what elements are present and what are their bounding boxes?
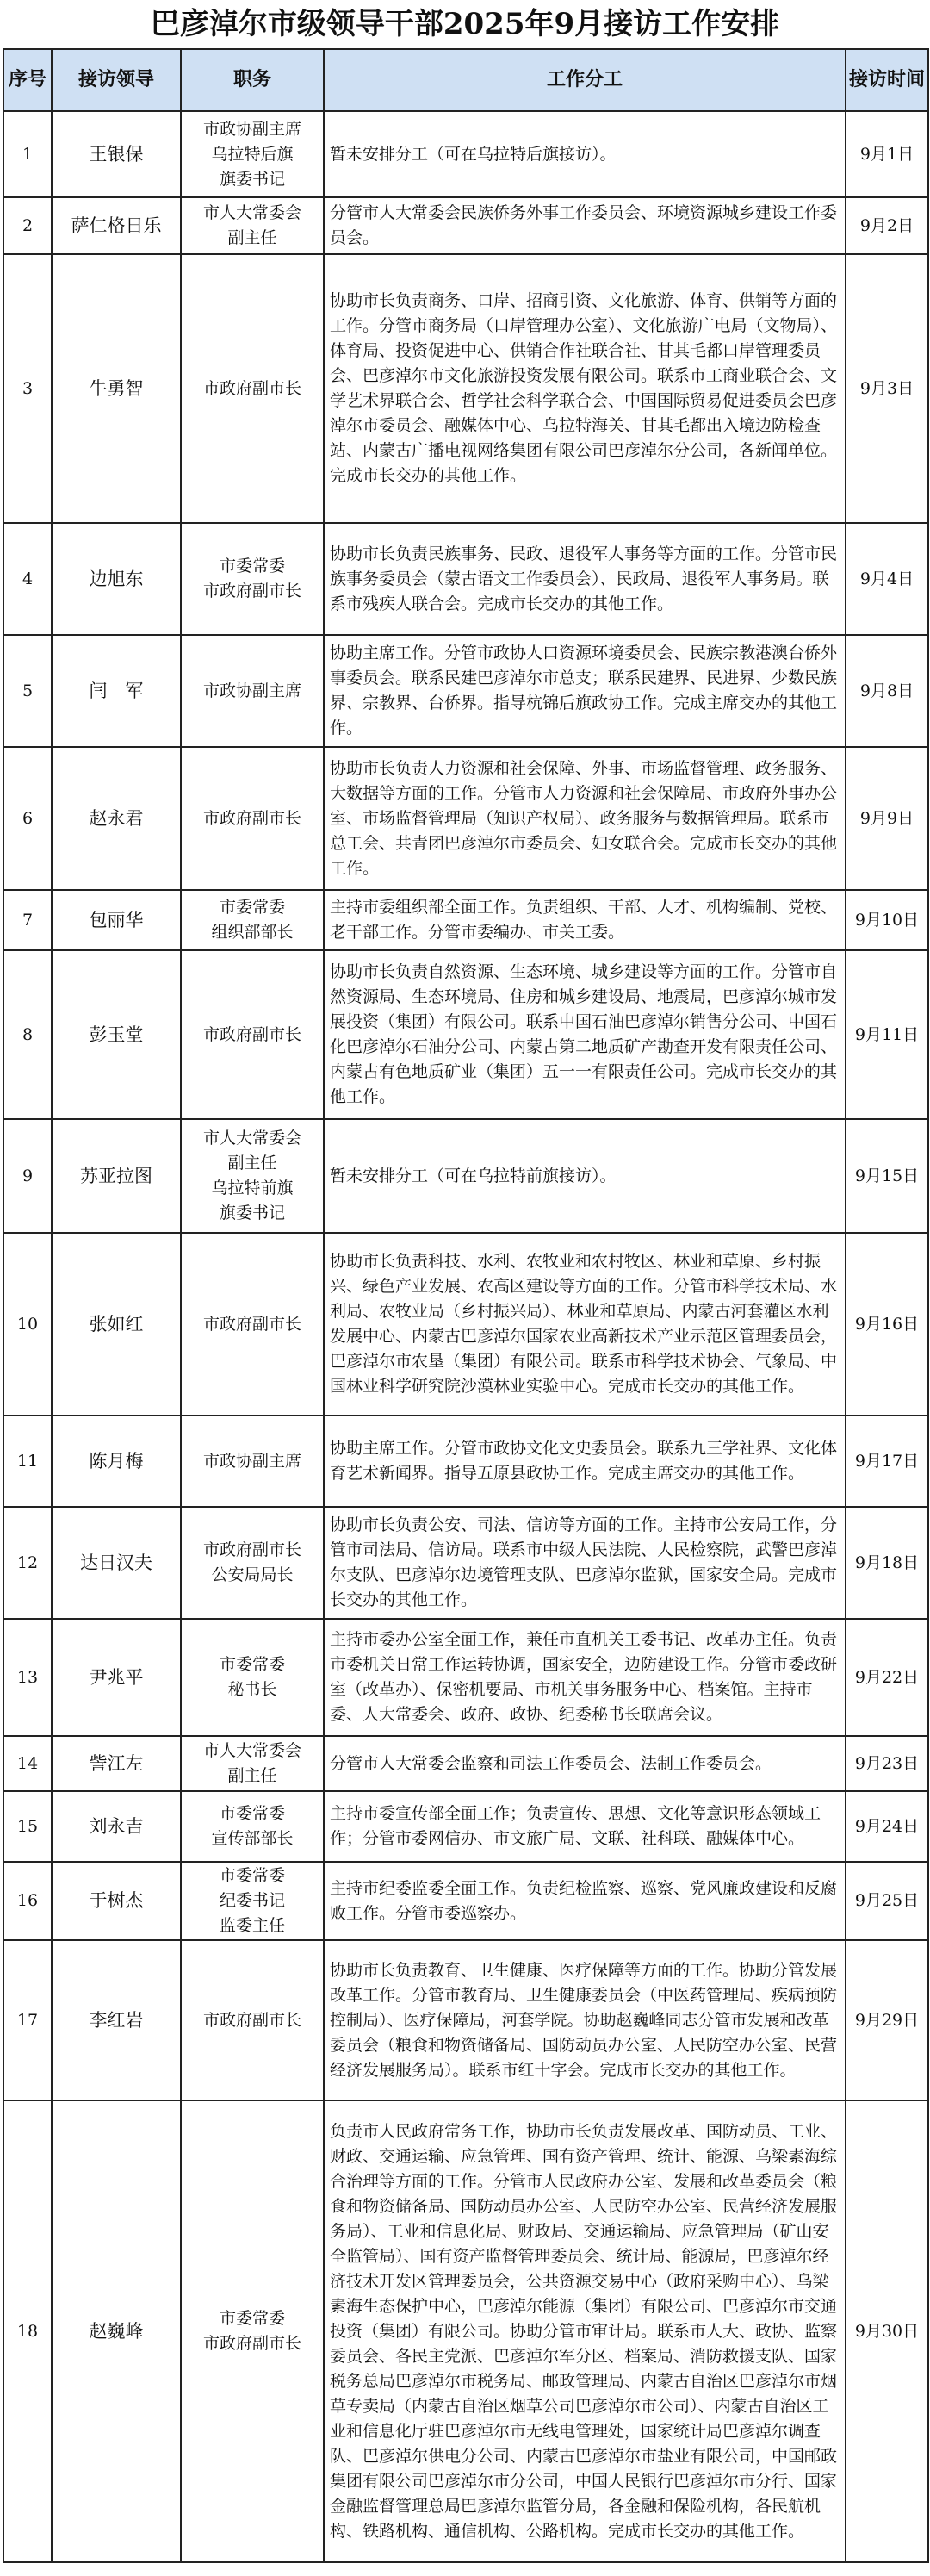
cell-post: 市人大常委会 副主任 (181, 1736, 324, 1791)
cell-leader: 闫 军 (52, 635, 181, 747)
cell-date: 9月8日 (846, 635, 928, 747)
cell-duty: 协助市长负责人力资源和社会保障、外事、市场监督管理、政务服务、大数据等方面的工作。分管市人力资源和社会保障局、市政府外事办公室、市场监督管理局（知识产权局）、政务服务与数据管理局。联系市总工会、共青团巴彦淖尔市委员会、妇女联合会。完成市长交办的其他工作。 (324, 747, 846, 890)
cell-duty: 主持市委组织部全面工作。负责组织、干部、人才、机构编制、党校、老干部工作。分管市委编办、市关工委。 (324, 890, 846, 950)
cell-no: 6 (3, 747, 52, 890)
cell-duty: 负责市人民政府常务工作，协助市长负责发展改革、国防动员、工业、财政、交通运输、应急管理、国有资产管理、统计、能源、乌梁素海综合治理等方面的工作。分管市人民政府办公室、发展和改革委员会（粮食和物资储备局、国防动员办公室、人民防空办公室、民营经济发展服务局）、工业和信息化局、财政局、交通运输局、应急管理局（矿山安全监管局）、国有资产监督管理委员会、统计局、能源局，巴彦淖尔经济技术开发区管理委员会，公共资源交易中心（政府采购中心）、乌梁素海生态保护中心，巴彦淖尔能源（集团）有限公司、巴彦淖尔市交通投资（集团）有限公司。协助分管市审计局。联系市人大、政协、监察委员会、各民主党派、巴彦淖尔军分区、档案局、消防救援支队、国家税务总局巴彦淖尔市税务局、邮政管理局、内蒙古自治区巴彦淖尔市烟草专卖局（内蒙古自治区烟草公司巴彦淖尔市公司）、内蒙古自治区工业和信息化厅驻巴彦淖尔市无线电管理处，国家统计局巴彦淖尔调查队、巴彦淖尔供电分公司、内蒙古巴彦淖尔市盐业有限公司，中国邮政集团有限公司巴彦淖尔市分公司，中国人民银行巴彦淖尔市分行、国家金融监督管理总局巴彦淖尔监管分局，各金融和保险机构，各民航机构、铁路机构、通信机构、公路机构。完成市长交办的其他工作。 (324, 2100, 846, 2562)
cell-no: 1 (3, 111, 52, 197)
cell-no: 12 (3, 1507, 52, 1619)
cell-leader: 萨仁格日乐 (52, 197, 181, 254)
cell-date: 9月2日 (846, 197, 928, 254)
cell-post: 市委常委 组织部部长 (181, 890, 324, 950)
cell-post: 市政协副主席 (181, 1416, 324, 1507)
table-row (3, 635, 928, 747)
cell-post: 市委常委 纪委书记 监委主任 (181, 1862, 324, 1940)
cell-no: 8 (3, 950, 52, 1119)
title-highlight: 市级 (267, 7, 326, 41)
cell-duty: 协助市长负责民族事务、民政、退役军人事务等方面的工作。分管市民族事务委员会（蒙古语文工作委员会）、民政局、退役军人事务局。联系市残疾人联合会。完成市长交办的其他工作。 (324, 523, 846, 635)
table-row (3, 254, 928, 523)
cell-leader: 边旭东 (52, 523, 181, 635)
cell-duty: 暂未安排分工（可在乌拉特后旗接访）。 (324, 111, 846, 197)
cell-date: 9月25日 (846, 1862, 928, 1940)
cell-duty: 协助市长负责教育、卫生健康、医疗保障等方面的工作。协助分管发展改革工作。分管市教育局、卫生健康委员会（中医药管理局、疾病预防控制局）、医疗保障局，河套学院。协助赵巍峰同志分管市发展和改革委员会（粮食和物资储备局、国防动员办公室、人民防空办公室、民营经济发展服务局）。联系市红十字会。完成市长交办的其他工作。 (324, 1940, 846, 2100)
cell-duty: 协助市长负责自然资源、生态环境、城乡建设等方面的工作。分管市自然资源局、生态环境局、住房和城乡建设局、地震局，巴彦淖尔城市发展投资（集团）有限公司。联系中国石油巴彦淖尔销售分公司、中国石化巴彦淖尔石油分公司、内蒙古第二地质矿产勘查开发有限责任公司、内蒙古有色地质矿业（集团）五一一有限责任公司。完成市长交办的其他工作。 (324, 950, 846, 1119)
schedule-table (3, 48, 929, 2563)
cell-no: 7 (3, 890, 52, 950)
cell-post: 市委常委 市政府副市长 (181, 2100, 324, 2562)
cell-duty: 分管市人大常委会民族侨务外事工作委员会、环境资源城乡建设工作委员会。 (324, 197, 846, 254)
table-row (3, 1736, 928, 1791)
cell-duty: 主持市纪委监委全面工作。负责纪检监察、巡察、党风廉政建设和反腐败工作。分管市委巡察办。 (324, 1862, 846, 1940)
table-row (3, 523, 928, 635)
cell-leader: 苏亚拉图 (52, 1119, 181, 1233)
cell-date: 9月4日 (846, 523, 928, 635)
cell-duty: 协助主席工作。分管市政协人口资源环境委员会、民族宗教港澳台侨外事委员会。联系民建巴彦淖尔市总支；联系民建界、民进界、少数民族界、宗教界、台侨界。指导杭锦后旗政协工作。完成主席交办的其他工作。 (324, 635, 846, 747)
cell-no: 4 (3, 523, 52, 635)
table-row (3, 747, 928, 890)
cell-leader: 陈月梅 (52, 1416, 181, 1507)
page-title (3, 0, 927, 48)
cell-date: 9月18日 (846, 1507, 928, 1619)
table-row (3, 1119, 928, 1233)
cell-leader: 于树杰 (52, 1862, 181, 1940)
cell-no: 16 (3, 1862, 52, 1940)
cell-post: 市政府副市长 (181, 950, 324, 1119)
cell-no: 3 (3, 254, 52, 523)
cell-post: 市政府副市长 (181, 747, 324, 890)
table-row (3, 1233, 928, 1416)
cell-date: 9月30日 (846, 2100, 928, 2562)
cell-leader: 李红岩 (52, 1940, 181, 2100)
cell-date: 9月29日 (846, 1940, 928, 2100)
cell-duty: 协助市长负责公安、司法、信访等方面的工作。主持市公安局工作，分管市司法局、信访局。联系市中级人民法院、人民检察院，武警巴彦淖尔支队、巴彦淖尔边境管理支队、巴彦淖尔监狱，国家安全局。完成市长交办的其他工作。 (324, 1507, 846, 1619)
table-row (3, 1507, 928, 1619)
title-suffix: 领导干部2025年9月接访工作安排 (326, 7, 780, 41)
cell-post: 市人大常委会 副主任 乌拉特前旗 旗委书记 (181, 1119, 324, 1233)
header-duty: 工作分工 (324, 49, 846, 111)
cell-leader: 刘永吉 (52, 1791, 181, 1862)
cell-leader: 达日汉夫 (52, 1507, 181, 1619)
cell-duty: 分管市人大常委会监察和司法工作委员会、法制工作委员会。 (324, 1736, 846, 1791)
cell-post: 市人大常委会 副主任 (181, 197, 324, 254)
cell-leader: 尹兆平 (52, 1619, 181, 1736)
table-row (3, 1791, 928, 1862)
cell-date: 9月9日 (846, 747, 928, 890)
cell-duty: 协助市长负责科技、水利、农牧业和农村牧区、林业和草原、乡村振兴、绿色产业发展、农高区建设等方面的工作。分管市科学技术局、水利局、农牧业局（乡村振兴局）、林业和草原局、内蒙古河套灌区水利发展中心、内蒙古巴彦淖尔国家农业高新技术产业示范区管理委员会，巴彦淖尔市农垦（集团）有限公司。联系市科学技术协会、气象局、中国林业科学研究院沙漠林业实验中心。完成市长交办的其他工作。 (324, 1233, 846, 1416)
cell-duty: 协助市长负责商务、口岸、招商引资、文化旅游、体育、供销等方面的工作。分管市商务局（口岸管理办公室）、文化旅游广电局（文物局）、体育局、投资促进中心、供销合作社联合社、甘其毛都口岸管理委员会、巴彦淖尔市文化旅游投资发展有限公司。联系市工商业联合会、文学艺术界联合会、哲学社会科学联合会、中国国际贸易促进委员会巴彦淖尔市委员会、融媒体中心、乌拉特海关、甘其毛都出入境边防检查站、内蒙古广播电视网络集团有限公司巴彦淖尔分公司，各新闻单位。完成市长交办的其他工作。 (324, 254, 846, 523)
table-row (3, 890, 928, 950)
table-row (3, 1862, 928, 1940)
cell-post: 市政府副市长 (181, 254, 324, 523)
cell-date: 9月16日 (846, 1233, 928, 1416)
cell-no: 15 (3, 1791, 52, 1862)
table-row (3, 197, 928, 254)
cell-date: 9月17日 (846, 1416, 928, 1507)
cell-date: 9月24日 (846, 1791, 928, 1862)
table-header-row (3, 49, 928, 111)
header-date: 接访时间 (846, 49, 928, 111)
cell-date: 9月10日 (846, 890, 928, 950)
cell-no: 18 (3, 2100, 52, 2562)
cell-duty: 主持市委宣传部全面工作；负责宣传、思想、文化等意识形态领域工作；分管市委网信办、市文旅广局、文联、社科联、融媒体中心。 (324, 1791, 846, 1862)
cell-leader: 赵巍峰 (52, 2100, 181, 2562)
table-row (3, 1619, 928, 1736)
cell-leader: 王银保 (52, 111, 181, 197)
cell-no: 9 (3, 1119, 52, 1233)
header-leader: 接访领导 (52, 49, 181, 111)
cell-date: 9月11日 (846, 950, 928, 1119)
cell-no: 14 (3, 1736, 52, 1791)
header-no: 序号 (3, 49, 52, 111)
cell-post: 市委常委 市政府副市长 (181, 523, 324, 635)
cell-no: 13 (3, 1619, 52, 1736)
cell-post: 市政府副市长 公安局局长 (181, 1507, 324, 1619)
table-row (3, 1940, 928, 2100)
cell-post: 市政协副主席 乌拉特后旗 旗委书记 (181, 111, 324, 197)
header-post: 职务 (181, 49, 324, 111)
cell-leader: 赵永君 (52, 747, 181, 890)
cell-no: 2 (3, 197, 52, 254)
cell-date: 9月23日 (846, 1736, 928, 1791)
cell-leader: 牛勇智 (52, 254, 181, 523)
cell-duty: 暂未安排分工（可在乌拉特前旗接访）。 (324, 1119, 846, 1233)
cell-no: 5 (3, 635, 52, 747)
cell-leader: 包丽华 (52, 890, 181, 950)
cell-no: 10 (3, 1233, 52, 1416)
table-row (3, 1416, 928, 1507)
cell-duty: 协助主席工作。分管市政协文化文史委员会。联系九三学社界、文化体育艺术新闻界。指导五原县政协工作。完成主席交办的其他工作。 (324, 1416, 846, 1507)
cell-date: 9月22日 (846, 1619, 928, 1736)
title-prefix: 巴彦淖尔 (150, 7, 268, 41)
table-row (3, 950, 928, 1119)
cell-date: 9月1日 (846, 111, 928, 197)
cell-duty: 主持市委办公室全面工作，兼任市直机关工委书记、改革办主任。负责市委机关日常工作运转协调，国家安全，边防建设工作。分管市委政研室（改革办）、保密机要局、市机关事务服务中心、档案馆。主持市委、人大常委会、政府、政协、纪委秘书长联席会议。 (324, 1619, 846, 1736)
cell-post: 市政府副市长 (181, 1233, 324, 1416)
cell-date: 9月15日 (846, 1119, 928, 1233)
cell-post: 市委常委 宣传部部长 (181, 1791, 324, 1862)
cell-leader: 彭玉堂 (52, 950, 181, 1119)
table-body (3, 111, 928, 2562)
cell-no: 11 (3, 1416, 52, 1507)
cell-leader: 张如红 (52, 1233, 181, 1416)
cell-post: 市委常委 秘书长 (181, 1619, 324, 1736)
cell-post: 市政府副市长 (181, 1940, 324, 2100)
cell-post: 市政协副主席 (181, 635, 324, 747)
table-row (3, 2100, 928, 2562)
cell-leader: 訾江左 (52, 1736, 181, 1791)
cell-no: 17 (3, 1940, 52, 2100)
table-row (3, 111, 928, 197)
cell-date: 9月3日 (846, 254, 928, 523)
